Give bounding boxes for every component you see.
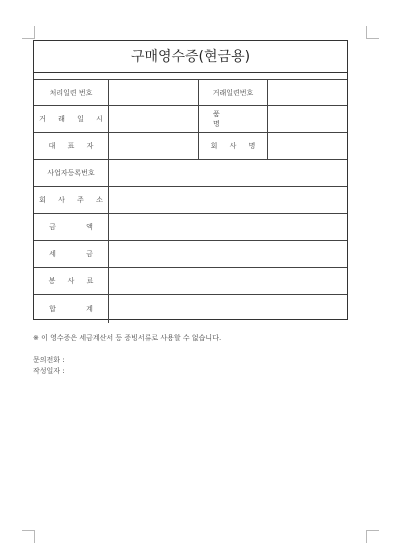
crop-mark-top-left	[22, 26, 35, 39]
table-row-service-charge	[34, 268, 347, 295]
table-row-company-address	[34, 187, 347, 214]
crop-mark-bottom-left	[22, 530, 35, 543]
crop-mark-bottom-right	[366, 530, 379, 543]
table-row-tax	[34, 241, 347, 268]
value-service-charge[interactable]	[109, 268, 347, 294]
label-company-address: 회 사 주 소	[34, 187, 109, 213]
table-row-serial	[34, 79, 347, 106]
written-date-label: 작성일자 :	[33, 367, 65, 375]
table-row-representative	[34, 133, 347, 160]
label-amount: 금 액	[34, 214, 109, 240]
crop-mark-top-right	[366, 26, 379, 39]
contact-phone-label: 문의전화 :	[33, 356, 65, 364]
value-transaction-datetime[interactable]	[109, 106, 199, 132]
table-row-total	[34, 295, 347, 323]
label-representative: 대 표 자	[34, 133, 109, 159]
label-total: 합 계	[34, 295, 109, 323]
label-processing-serial: 처리일련 번호	[34, 80, 109, 105]
table-row-business-number	[34, 160, 347, 187]
label-tax: 세 금	[34, 241, 109, 267]
value-amount[interactable]	[109, 214, 347, 240]
label-business-number: 사업자등록번호	[34, 160, 109, 186]
receipt-note: ※ 이 영수증은 세금계산서 등 증빙서류로 사용할 수 없습니다.	[33, 334, 222, 342]
value-business-number[interactable]	[109, 160, 347, 186]
label-item-name: 품 명	[199, 106, 268, 132]
value-company-name[interactable]	[268, 133, 347, 159]
receipt-title: 구매영수증(현금용)	[34, 41, 347, 73]
value-processing-serial[interactable]	[109, 80, 199, 105]
receipt-table	[33, 40, 348, 320]
table-row-datetime	[34, 106, 347, 133]
value-company-address[interactable]	[109, 187, 347, 213]
label-transaction-serial: 거래일련번호	[199, 80, 268, 105]
table-row-amount	[34, 214, 347, 241]
value-representative[interactable]	[109, 133, 199, 159]
value-tax[interactable]	[109, 241, 347, 267]
label-company-name: 회 사 명	[199, 133, 268, 159]
label-transaction-datetime: 거 래 일 시	[34, 106, 109, 132]
label-service-charge: 봉 사 료	[34, 268, 109, 294]
value-transaction-serial[interactable]	[268, 80, 347, 105]
value-item-name[interactable]	[268, 106, 347, 132]
value-total[interactable]	[109, 295, 347, 323]
